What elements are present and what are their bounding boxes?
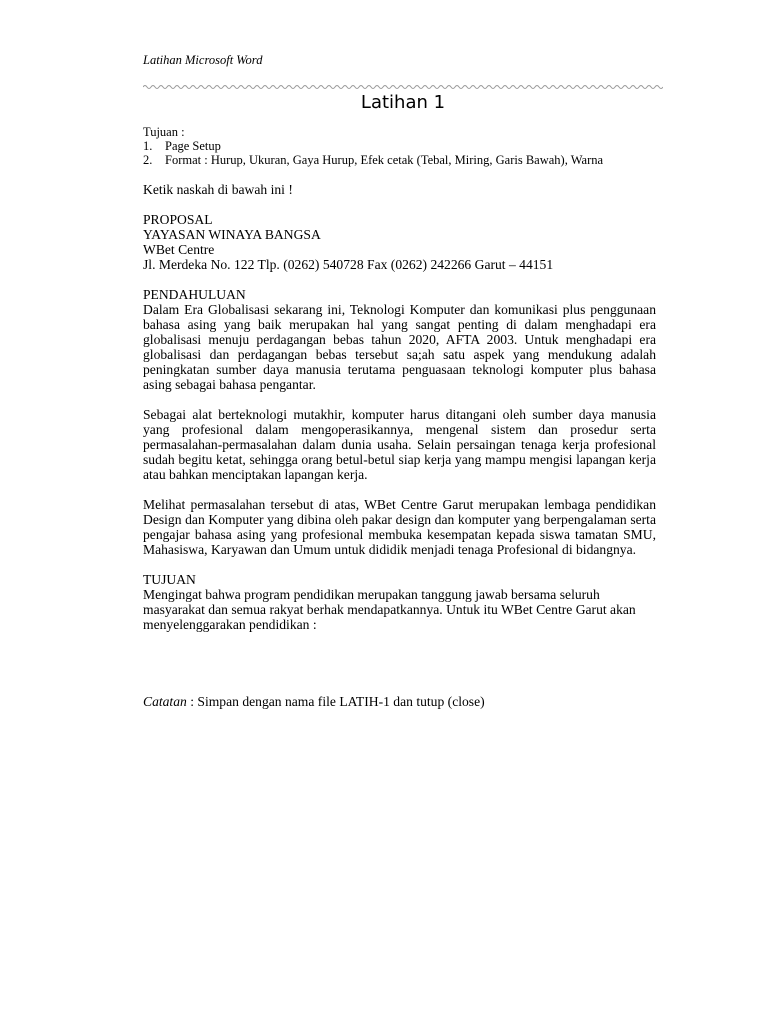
paragraph: Mengingat bahwa program pendidikan merupakan tanggung jawab bersama seluruh masyarakat dan semua rakyat berhak mendapatkannya. Untuk itu WBet Centre Garut akan menyelenggarakan pendidikan : [143, 587, 636, 632]
note [143, 694, 485, 710]
objectives-label: Tujuan : [143, 125, 185, 139]
objective-item [143, 139, 663, 153]
letterhead-line: YAYASAN WINAYA BANGSA [143, 227, 321, 242]
objective-number: 1. [143, 139, 153, 153]
letterhead-line: PROPOSAL [143, 212, 213, 227]
note-text: : Simpan dengan nama file LATIH-1 dan tutup (close) [186, 694, 485, 709]
paragraph: Dalam Era Globalisasi sekarang ini, Teknologi Komputer dan komunikasi plus penggunaan bahasa asing yang baik merupakan hal yang sangat penting di dalam menghadapi era globalisasi menuju perdagangan bebas tahun 2020, AFTA 2003. Untuk menghadapi era globalisasi dan perdagangan bebas tersebut sa;ah satu aspek yang mendukung adalah peningkatan sumber daya manusia terutama penguasaan teknologi komputer plus bahasa asing sebagai bahasa pengantar. [143, 302, 656, 392]
note-label: Catatan [143, 694, 187, 709]
objective-number: 2. [143, 153, 153, 167]
letterhead-address: Jl. Merdeka No. 122 Tlp. (0262) 540728 Fax (0262) 242266 Garut – 44151 [143, 257, 554, 272]
main-content [143, 182, 656, 632]
objectives-list [143, 125, 663, 167]
paragraph: Sebagai alat berteknologi mutakhir, komputer harus ditangani oleh sumber daya manusia yang profesional dalam mengoperasikannya, mengenal sistem dan prosedur serta permasalahan-permasalahan dalam dunia usaha. Selain persaingan tenaga kerja profesional sudah begitu ketat, sehingga orang betul-betul siap kerja yang mampu mengisi lapangan kerja atau bahkan menciptakan lapangan kerja. [143, 407, 656, 482]
document-title: Latihan 1 [360, 92, 446, 113]
header-divider [143, 84, 663, 90]
letterhead-line: WBet Centre [143, 242, 215, 257]
paragraph: Melihat permasalahan tersebut di atas, WBet Centre Garut merupakan lembaga pendidikan Design dan Komputer yang dibina oleh pakar design dan komputer yang berpengalaman serta pengajar bahasa asing yang profesional membuka kesempatan kepada siswa tamatan SMU, Mahasiswa, Karyawan dan Umum untuk dididik menjadi tenaga Profesional di bidangnya. [143, 497, 656, 557]
page-header: Latihan Microsoft Word [143, 53, 263, 67]
instruction-text: Ketik naskah di bawah ini ! [143, 182, 293, 197]
objective-text: Page Setup [165, 139, 221, 153]
objective-text: Format : Hurup, Ukuran, Gaya Hurup, Efek cetak (Tebal, Miring, Garis Bawah), Warna [165, 153, 604, 167]
section-heading-tujuan: TUJUAN [143, 572, 196, 587]
section-heading-pendahuluan: PENDAHULUAN [143, 287, 246, 302]
objective-item [143, 153, 663, 167]
